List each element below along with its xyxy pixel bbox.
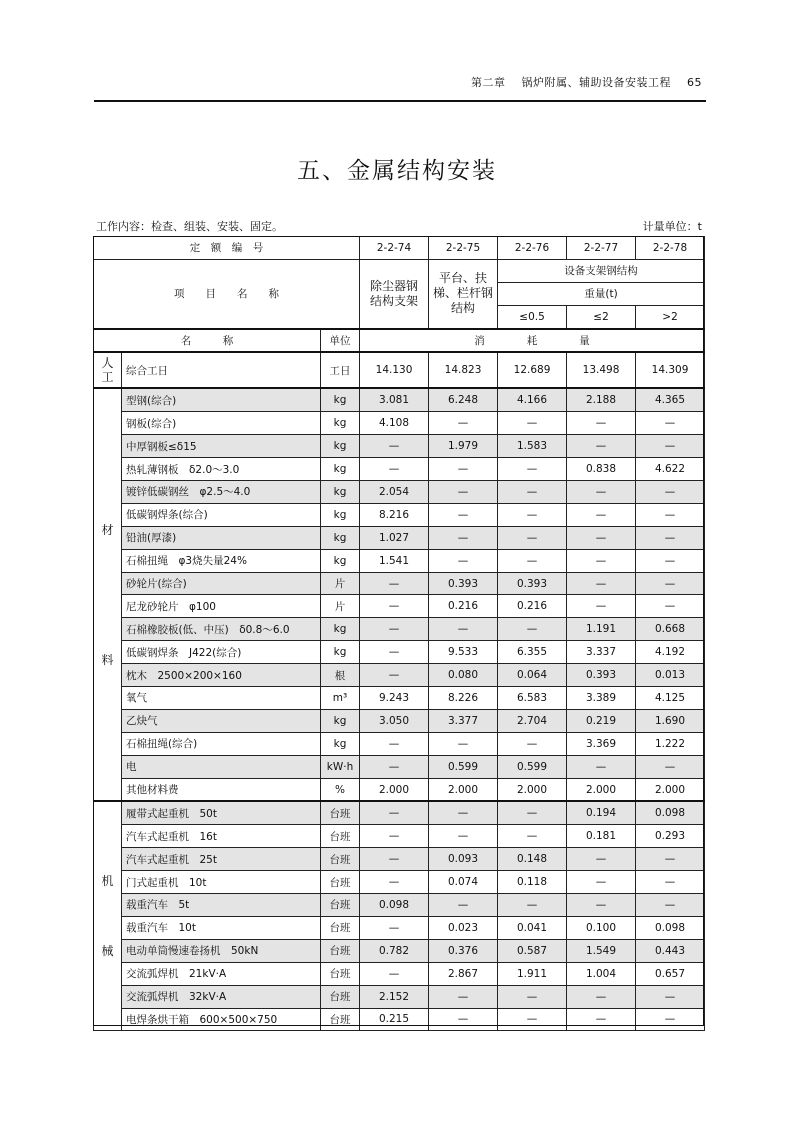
material-value: —	[567, 595, 636, 618]
material-name: 石棉扭绳(综合)	[122, 732, 321, 755]
machine-value: —	[498, 985, 567, 1008]
machine-name: 汽车式起重机 25t	[122, 848, 321, 871]
material-value: —	[429, 526, 498, 549]
machine-name: 门式起重机 10t	[122, 871, 321, 894]
material-name: 铅油(厚漆)	[122, 526, 321, 549]
material-name: 石棉扭绳 φ3烧失量24%	[122, 549, 321, 572]
labor-value: 14.823	[429, 352, 498, 388]
labor-unit: 工日	[321, 352, 360, 388]
machine-unit: 台班	[321, 1008, 360, 1031]
labor-name: 综合工日	[122, 352, 321, 388]
machine-category	[94, 801, 122, 1030]
material-value: —	[636, 755, 705, 778]
machine-value: —	[567, 848, 636, 871]
material-value: 1.027	[360, 526, 429, 549]
machine-name: 电动单筒慢速卷扬机 50kN	[122, 939, 321, 962]
machine-value: 0.215	[360, 1008, 429, 1031]
material-value: 3.377	[429, 709, 498, 732]
material-category	[94, 388, 122, 801]
material-value: 2.000	[636, 778, 705, 801]
material-value: 6.248	[429, 388, 498, 411]
machine-value: 0.098	[636, 916, 705, 939]
machine-value: 0.098	[360, 894, 429, 917]
material-value: —	[567, 412, 636, 435]
material-value: 0.013	[636, 664, 705, 687]
material-value: —	[360, 595, 429, 618]
material-value: —	[360, 755, 429, 778]
material-value: 1.191	[567, 618, 636, 641]
table-row	[94, 939, 705, 962]
material-value: 2.188	[567, 388, 636, 411]
material-value: —	[498, 503, 567, 526]
material-unit: kg	[321, 481, 360, 504]
machine-value: —	[636, 985, 705, 1008]
machine-value: 0.100	[567, 916, 636, 939]
weight-range: ≤0.5	[498, 305, 567, 328]
machine-unit: 台班	[321, 894, 360, 917]
material-unit: kg	[321, 549, 360, 572]
material-unit: kg	[321, 435, 360, 458]
table-row	[94, 916, 705, 939]
material-value: —	[567, 549, 636, 572]
machine-value: —	[360, 916, 429, 939]
table-row	[94, 709, 705, 732]
material-unit: 片	[321, 572, 360, 595]
machine-value: —	[360, 848, 429, 871]
table-row	[94, 825, 705, 848]
work-content: 工作内容：检查、组装、安装、固定。	[96, 220, 283, 233]
material-value: 6.355	[498, 641, 567, 664]
machine-unit: 台班	[321, 916, 360, 939]
material-value: 2.054	[360, 481, 429, 504]
material-value: —	[567, 481, 636, 504]
machine-value: 0.376	[429, 939, 498, 962]
material-value: —	[636, 435, 705, 458]
section-label: 锅炉附属、辅助设备安装工程	[521, 76, 671, 89]
material-name: 其他材料费	[122, 778, 321, 801]
material-value: —	[636, 481, 705, 504]
material-value: —	[498, 481, 567, 504]
code-cell: 2-2-75	[429, 237, 498, 260]
material-value: 0.064	[498, 664, 567, 687]
material-value: 2.000	[498, 778, 567, 801]
machine-value: 0.181	[567, 825, 636, 848]
consumption-label: 消 耗 量	[360, 329, 705, 353]
machine-value: —	[360, 801, 429, 824]
unit-note: 计量单位：t	[642, 220, 702, 233]
material-value: 2.000	[567, 778, 636, 801]
material-value: 6.583	[498, 687, 567, 710]
table-row	[94, 595, 705, 618]
machine-value: 0.041	[498, 916, 567, 939]
machine-value: 0.587	[498, 939, 567, 962]
category-char: 料	[101, 652, 114, 667]
material-value: —	[636, 412, 705, 435]
machine-value: 0.657	[636, 962, 705, 985]
table-row	[94, 572, 705, 595]
machine-value: 0.148	[498, 848, 567, 871]
material-value: 0.599	[429, 755, 498, 778]
material-value: —	[429, 618, 498, 641]
labor-category: 人工	[94, 352, 122, 388]
material-value: 4.365	[636, 388, 705, 411]
material-value: —	[567, 503, 636, 526]
machine-name: 电焊条烘干箱 600×500×750	[122, 1008, 321, 1031]
material-value: —	[567, 755, 636, 778]
table-row	[94, 732, 705, 755]
machine-value: —	[567, 985, 636, 1008]
material-value: —	[429, 503, 498, 526]
material-value: 3.369	[567, 732, 636, 755]
material-unit: kg	[321, 641, 360, 664]
material-value: 0.599	[498, 755, 567, 778]
material-name: 乙炔气	[122, 709, 321, 732]
material-value: 3.337	[567, 641, 636, 664]
material-value: —	[498, 732, 567, 755]
quota-table	[93, 236, 705, 1031]
machine-value: 0.074	[429, 871, 498, 894]
material-value: —	[567, 572, 636, 595]
machine-value: 0.194	[567, 801, 636, 824]
material-value: 2.000	[429, 778, 498, 801]
material-name: 石棉橡胶板(低、中压) δ0.8～6.0	[122, 618, 321, 641]
table-row	[94, 526, 705, 549]
machine-value: 2.152	[360, 985, 429, 1008]
labor-value: 12.689	[498, 352, 567, 388]
material-value: —	[360, 732, 429, 755]
col1-name: 除尘器钢结构支架	[360, 259, 429, 328]
code-cell: 2-2-77	[567, 237, 636, 260]
table-row	[94, 412, 705, 435]
machine-value: —	[429, 801, 498, 824]
material-value: —	[360, 641, 429, 664]
material-value: 0.219	[567, 709, 636, 732]
code-cell: 2-2-76	[498, 237, 567, 260]
material-value: —	[429, 549, 498, 572]
table-row	[94, 503, 705, 526]
material-unit: m³	[321, 687, 360, 710]
material-value: 0.393	[567, 664, 636, 687]
table-row	[94, 985, 705, 1008]
material-value: 0.216	[498, 595, 567, 618]
material-name: 镀锌低碳钢丝 φ2.5～4.0	[122, 481, 321, 504]
material-value: 0.838	[567, 458, 636, 481]
material-value: —	[429, 732, 498, 755]
unit-label: 单位	[321, 329, 360, 353]
machine-value: —	[429, 894, 498, 917]
machine-unit: 台班	[321, 825, 360, 848]
machine-unit: 台班	[321, 985, 360, 1008]
machine-value: 0.023	[429, 916, 498, 939]
machine-value: 0.443	[636, 939, 705, 962]
material-value: —	[498, 458, 567, 481]
table-row	[94, 778, 705, 801]
material-name: 砂轮片(综合)	[122, 572, 321, 595]
machine-value: —	[636, 871, 705, 894]
material-name: 中厚钢板≤δ15	[122, 435, 321, 458]
material-value: 1.690	[636, 709, 705, 732]
table-row	[94, 664, 705, 687]
machine-value: —	[567, 871, 636, 894]
category-char: 机	[101, 874, 114, 889]
material-name: 电	[122, 755, 321, 778]
material-value: 4.166	[498, 388, 567, 411]
machine-unit: 台班	[321, 962, 360, 985]
material-value: 4.192	[636, 641, 705, 664]
item-label: 项 目 名 称	[94, 259, 360, 328]
material-value: 8.216	[360, 503, 429, 526]
machine-value: —	[567, 894, 636, 917]
table-row	[94, 871, 705, 894]
running-header	[459, 74, 702, 90]
category-char: 材	[101, 522, 114, 537]
material-value: —	[636, 572, 705, 595]
material-unit: 根	[321, 664, 360, 687]
material-value: 9.243	[360, 687, 429, 710]
material-value: 1.583	[498, 435, 567, 458]
machine-unit: 台班	[321, 801, 360, 824]
machine-value: —	[498, 1008, 567, 1031]
machine-value: —	[429, 1008, 498, 1031]
material-value: 2.704	[498, 709, 567, 732]
material-name: 尼龙砂轮片 φ100	[122, 595, 321, 618]
material-value: 3.050	[360, 709, 429, 732]
material-unit: kg	[321, 526, 360, 549]
table-row	[94, 962, 705, 985]
material-value: 0.393	[429, 572, 498, 595]
material-name: 枕木 2500×200×160	[122, 664, 321, 687]
material-value: 0.668	[636, 618, 705, 641]
machine-name: 履带式起重机 50t	[122, 801, 321, 824]
group-label: 设备支架钢结构	[498, 259, 705, 282]
machine-value: —	[498, 894, 567, 917]
material-unit: kg	[321, 458, 360, 481]
code-label: 定 额 编 号	[94, 237, 360, 260]
material-value: 4.108	[360, 412, 429, 435]
material-unit: kg	[321, 709, 360, 732]
material-value: 4.622	[636, 458, 705, 481]
material-value: —	[567, 526, 636, 549]
material-unit: %	[321, 778, 360, 801]
material-value: —	[636, 503, 705, 526]
machine-value: —	[567, 1008, 636, 1031]
material-name: 低碳钢焊条(综合)	[122, 503, 321, 526]
table-row	[94, 549, 705, 572]
material-value: 4.125	[636, 687, 705, 710]
material-value: —	[636, 595, 705, 618]
labor-value: 13.498	[567, 352, 636, 388]
machine-value: —	[360, 825, 429, 848]
material-value: —	[360, 435, 429, 458]
machine-unit: 台班	[321, 939, 360, 962]
material-unit: kg	[321, 732, 360, 755]
material-name: 低碳钢焊条 J422(综合)	[122, 641, 321, 664]
name-label: 名 称	[94, 329, 321, 353]
material-value: —	[498, 412, 567, 435]
material-value: —	[360, 618, 429, 641]
table-row	[94, 894, 705, 917]
material-value: —	[498, 618, 567, 641]
material-value: —	[498, 526, 567, 549]
machine-name: 交流弧焊机 21kV·A	[122, 962, 321, 985]
labor-value: 14.309	[636, 352, 705, 388]
chapter-label: 第二章	[471, 76, 506, 89]
material-value: 8.226	[429, 687, 498, 710]
table-row	[94, 801, 705, 824]
material-value: —	[429, 458, 498, 481]
machine-value: —	[636, 894, 705, 917]
material-value: —	[429, 412, 498, 435]
machine-value: 0.118	[498, 871, 567, 894]
weight-range: >2	[636, 305, 705, 328]
machine-name: 交流弧焊机 32kV·A	[122, 985, 321, 1008]
category-char: 械	[101, 944, 114, 959]
material-unit: kg	[321, 388, 360, 411]
table-row	[94, 1008, 705, 1031]
machine-value: —	[498, 825, 567, 848]
machine-value: 0.093	[429, 848, 498, 871]
weight-label: 重量(t)	[498, 282, 705, 305]
material-value: —	[360, 572, 429, 595]
material-value: —	[636, 549, 705, 572]
col2-name: 平台、扶梯、栏杆钢结构	[429, 259, 498, 328]
code-cell: 2-2-78	[636, 237, 705, 260]
material-value: 1.541	[360, 549, 429, 572]
table-row	[94, 481, 705, 504]
page-title: 五、金属结构安装	[297, 158, 497, 184]
table-row	[94, 388, 705, 411]
machine-value: 2.867	[429, 962, 498, 985]
machine-unit: 台班	[321, 871, 360, 894]
header-rule	[94, 100, 706, 102]
material-value: 3.389	[567, 687, 636, 710]
machine-value: —	[360, 962, 429, 985]
material-value: 0.216	[429, 595, 498, 618]
machine-value: 0.098	[636, 801, 705, 824]
machine-value: —	[360, 871, 429, 894]
machine-name: 载重汽车 10t	[122, 916, 321, 939]
material-name: 热轧薄钢板 δ2.0～3.0	[122, 458, 321, 481]
machine-value: —	[429, 985, 498, 1008]
machine-value: 1.549	[567, 939, 636, 962]
material-value: 1.222	[636, 732, 705, 755]
material-unit: kg	[321, 412, 360, 435]
material-value: —	[360, 458, 429, 481]
code-cell: 2-2-74	[360, 237, 429, 260]
material-unit: 片	[321, 595, 360, 618]
table-row	[94, 435, 705, 458]
weight-range: ≤2	[567, 305, 636, 328]
material-value: 1.979	[429, 435, 498, 458]
machine-value: 0.782	[360, 939, 429, 962]
material-value: 0.080	[429, 664, 498, 687]
material-name: 钢板(综合)	[122, 412, 321, 435]
material-value: —	[360, 664, 429, 687]
material-value: 2.000	[360, 778, 429, 801]
machine-name: 载重汽车 5t	[122, 894, 321, 917]
table-row	[94, 458, 705, 481]
table-row	[94, 687, 705, 710]
machine-value: —	[636, 1008, 705, 1031]
table-row	[94, 618, 705, 641]
material-unit: kW·h	[321, 755, 360, 778]
labor-value: 14.130	[360, 352, 429, 388]
material-unit: kg	[321, 618, 360, 641]
material-value: 0.393	[498, 572, 567, 595]
material-value: —	[429, 481, 498, 504]
material-value: —	[567, 435, 636, 458]
machine-value: —	[498, 801, 567, 824]
material-name: 型钢(综合)	[122, 388, 321, 411]
material-value: 9.533	[429, 641, 498, 664]
machine-value: 1.004	[567, 962, 636, 985]
machine-unit: 台班	[321, 848, 360, 871]
machine-value: —	[636, 848, 705, 871]
machine-value: 1.911	[498, 962, 567, 985]
machine-value: 0.293	[636, 825, 705, 848]
material-unit: kg	[321, 503, 360, 526]
table-row	[94, 641, 705, 664]
page-number: 65	[687, 76, 702, 89]
table-row	[94, 848, 705, 871]
table-row	[94, 755, 705, 778]
material-value: —	[636, 526, 705, 549]
machine-value: —	[429, 825, 498, 848]
machine-name: 汽车式起重机 16t	[122, 825, 321, 848]
material-value: 3.081	[360, 388, 429, 411]
material-name: 氧气	[122, 687, 321, 710]
material-value: —	[498, 549, 567, 572]
